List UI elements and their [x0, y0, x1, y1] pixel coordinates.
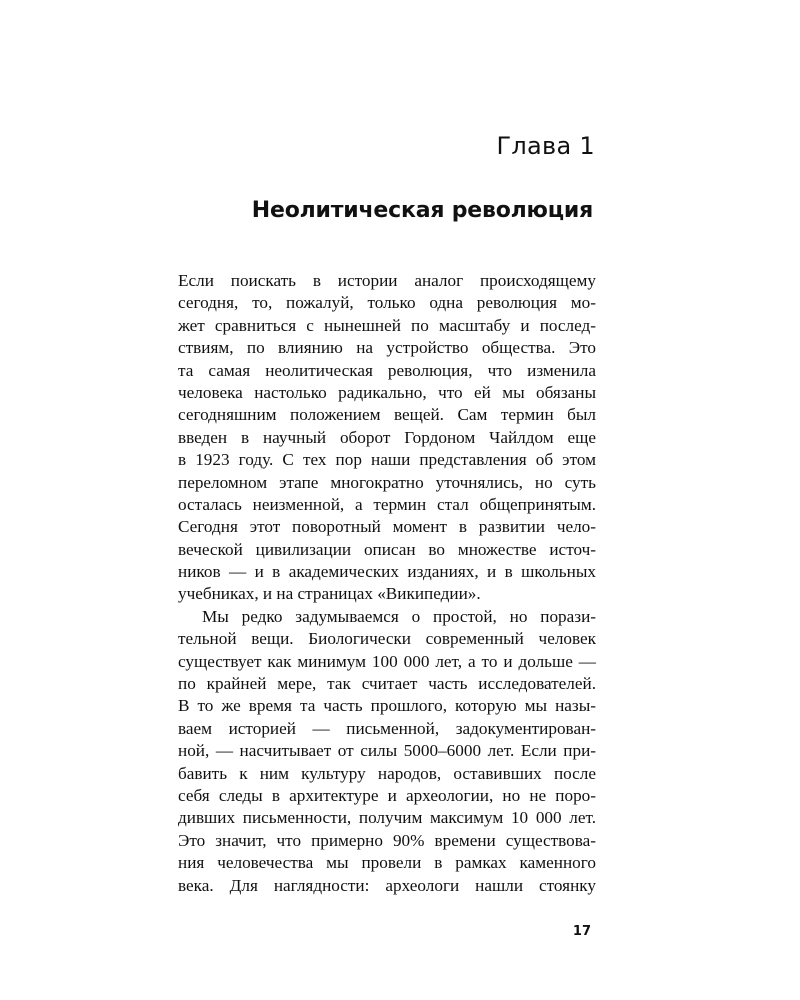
body-text — [178, 270, 596, 897]
chapter-title: Неолитическая революция — [251, 198, 593, 223]
text-line: в 1923 году. С тех пор наши представления об этом — [178, 450, 596, 470]
text-line: Сегодня этот поворотный момент в развитии чело- — [178, 517, 596, 537]
text-line: В то же время та часть прошлого, которую мы назы- — [178, 696, 596, 716]
text-line: себя следы в архитектуре и археологии, но не поро- — [178, 785, 596, 805]
text-line: существует как минимум 100 000 лет, а то и дольше — — [178, 651, 596, 671]
text-line: Если поискать в истории аналог происходящему — [178, 271, 596, 290]
text-line: Это значит, что примерно 90% времени существова- — [178, 830, 596, 850]
text-line: бавить к ним культуру народов, оставивших после — [178, 763, 596, 783]
text-line: человека настолько радикально, что ей мы обязаны — [178, 382, 596, 402]
text-line: ников — и в академических изданиях, и в школьных — [178, 562, 596, 582]
chapter-label: Глава 1 — [496, 132, 595, 160]
text-line: тельной вещи. Биологически современный человек — [178, 629, 596, 649]
text-line: осталась неизменной, а термин стал общепринятым. — [178, 494, 596, 514]
text-line: введен в научный оборот Гордоном Чайлдом еще — [178, 427, 596, 447]
text-line: ваем историей — письменной, задокументирован- — [178, 718, 596, 738]
text-line: ной, — насчитывает от силы 5000–6000 лет. Если при- — [178, 741, 596, 761]
text-line: учебниках, и на страницах «Википедии». — [178, 584, 481, 604]
text-line-indented: Мы редко задумываемся о простой, но порази- — [202, 606, 596, 626]
text-line: дивших письменности, получим максимум 10 000 лет. — [178, 808, 596, 828]
text-line: жет сравниться с нынешней по масштабу и послед- — [178, 315, 596, 335]
text-line: ствиям, по влиянию на устройство общества. Это — [178, 338, 596, 358]
text-line: сегодняшним положением вещей. Сам термин был — [178, 405, 596, 425]
text-line: ния человечества мы провели в рамках каменного — [178, 853, 596, 873]
text-line: та самая неолитическая революция, что изменила — [178, 360, 596, 380]
text-line: переломном этапе многократно уточнялись, но суть — [178, 472, 596, 492]
text-line: сегодня, то, пожалуй, только одна революция мо- — [178, 293, 596, 313]
text-line: веческой цивилизации описан во множестве источ- — [178, 539, 596, 559]
page-number: 17 — [572, 924, 591, 939]
text-line: по крайней мере, так считает часть исследователей. — [178, 674, 596, 694]
text-line: века. Для наглядности: археологи нашли стоянку — [178, 875, 596, 895]
